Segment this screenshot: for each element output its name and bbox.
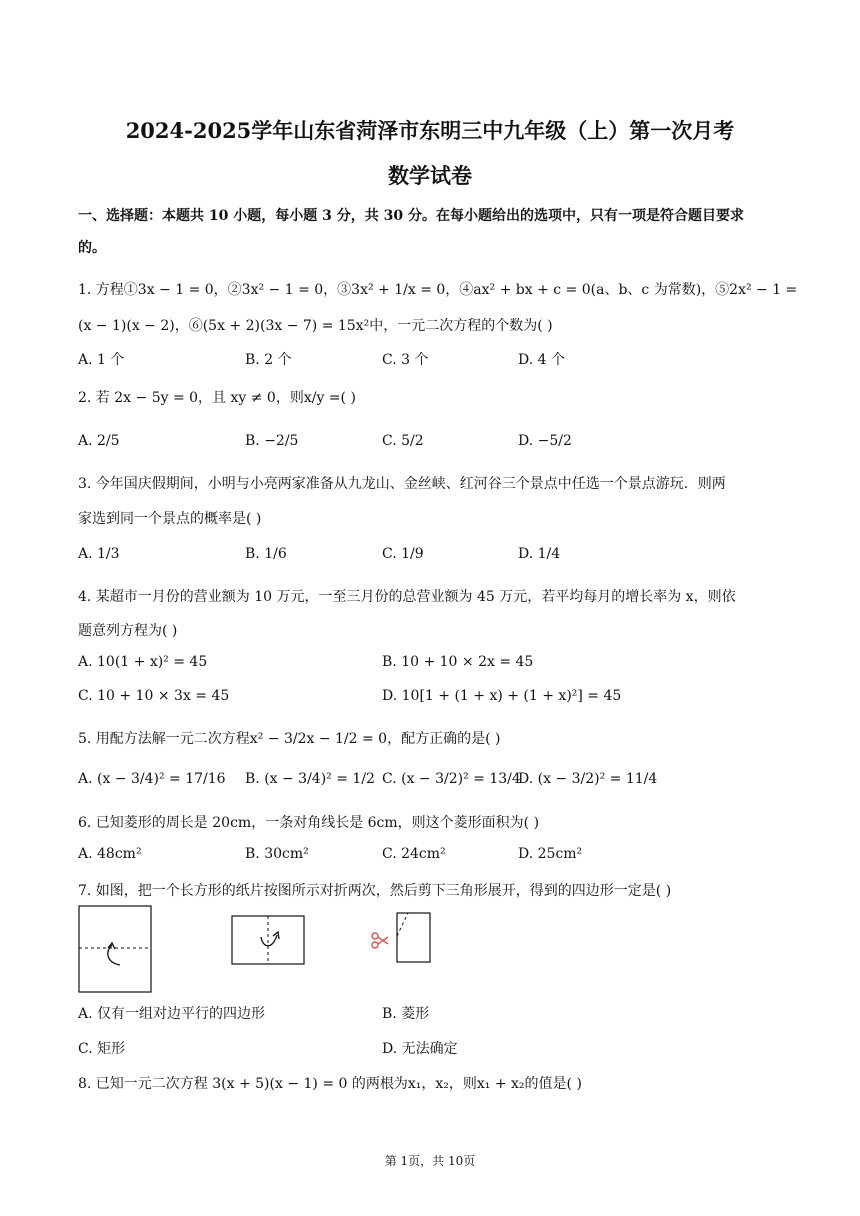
exam-title: 2024-2025学年山东省菏泽市东明三中九年级（上）第一次月考 <box>125 118 735 143</box>
q3-option-a: A. 1/3 <box>78 546 120 562</box>
page-footer: 第 1页，共 10页 <box>384 1154 476 1168</box>
fold-figure-3 <box>366 912 434 964</box>
q2-option-c: C. 5/2 <box>382 433 424 449</box>
section-heading-line1: 一、选择题：本题共 10 小题，每小题 3 分，共 30 分。在每小题给出的选项中，只有一项是符合题目要求 <box>78 208 744 224</box>
q1-option-b: B. 2 个 <box>245 352 292 368</box>
q5-option-a: A. (x − 3/4)² = 17/16 <box>78 771 226 787</box>
q7-option-b: B. 菱形 <box>382 1006 430 1022</box>
q4-option-c: C. 10 + 10 × 3x = 45 <box>78 688 230 704</box>
q7-option-a: A. 仅有一组对边平行的四边形 <box>78 1006 266 1022</box>
q4-stem-line1: 4. 某超市一月份的营业额为 10 万元，一至三月份的总营业额为 45 万元，若平均每月的增长率为 x，则依 <box>78 589 736 605</box>
q4-stem-line2: 题意列方程为( ) <box>78 623 178 639</box>
section-heading-line2: 的。 <box>78 240 106 256</box>
q6-option-d: D. 25cm² <box>518 846 583 862</box>
q3-stem-line2: 家选到同一个景点的概率是( ) <box>78 511 262 527</box>
exam-subtitle: 数学试卷 <box>388 163 472 188</box>
q5-option-c: C. (x − 3/2)² = 13/4 <box>382 771 521 787</box>
q4-option-d: D. 10[1 + (1 + x) + (1 + x)²] = 45 <box>382 688 622 704</box>
q5-option-d: D. (x − 3/2)² = 11/4 <box>518 771 658 787</box>
q6-option-a: A. 48cm² <box>78 846 142 862</box>
q8-stem: 8. 已知一元二次方程 3(x + 5)(x − 1) = 0 的两根为x₁，x₂，则x₁ + x₂的值是( ) <box>78 1076 582 1092</box>
q6-option-b: B. 30cm² <box>245 846 309 862</box>
q1-stem-line2: (x − 1)(x − 2)，⑥(5x + 2)(3x − 7) = 15x²中，一元二次方程的个数为( ) <box>78 318 553 334</box>
q4-option-b: B. 10 + 10 × 2x = 45 <box>382 654 534 670</box>
q5-stem: 5. 用配方法解一元二次方程x² − 3/2x − 1/2 = 0，配方正确的是( ) <box>78 731 501 747</box>
q7-stem: 7. 如图，把一个长方形的纸片按图所示对折两次，然后剪下三角形展开，得到的四边形一定是( ) <box>78 883 672 899</box>
fold-figure-2 <box>231 915 305 965</box>
q7-option-d: D. 无法确定 <box>382 1041 458 1057</box>
q6-option-c: C. 24cm² <box>382 846 446 862</box>
q5-option-b: B. (x − 3/4)² = 1/2 <box>245 771 375 787</box>
q3-option-b: B. 1/6 <box>245 546 287 562</box>
q7-option-c: C. 矩形 <box>78 1041 126 1057</box>
scissors-icon <box>372 933 388 948</box>
q1-option-c: C. 3 个 <box>382 352 429 368</box>
q2-option-d: D. −5/2 <box>518 433 572 449</box>
q2-option-a: A. 2/5 <box>78 433 120 449</box>
q3-option-d: D. 1/4 <box>518 546 561 562</box>
q4-option-a: A. 10(1 + x)² = 45 <box>78 654 208 670</box>
q3-stem-line1: 3. 今年国庆假期间，小明与小亮两家准备从九龙山、金丝峡、红河谷三个景点中任选一个景点游玩．则两 <box>78 476 726 492</box>
q3-option-c: C. 1/9 <box>382 546 424 562</box>
q1-option-d: D. 4 个 <box>518 352 565 368</box>
q2-stem: 2. 若 2x − 5y = 0，且 xy ≠ 0，则x/y =( ) <box>78 390 356 406</box>
q6-stem: 6. 已知菱形的周长是 20cm，一条对角线长是 6cm，则这个菱形面积为( ) <box>78 815 540 831</box>
fold-figure-1 <box>78 905 152 993</box>
q1-option-a: A. 1 个 <box>78 352 125 368</box>
q2-option-b: B. −2/5 <box>245 433 299 449</box>
q1-stem-line1: 1. 方程①3x − 1 = 0，②3x² − 1 = 0，③3x² + 1/x = 0，④ax² + bx + c = 0(a、b、c 为常数)，⑤2x² − 1 = <box>78 282 798 298</box>
